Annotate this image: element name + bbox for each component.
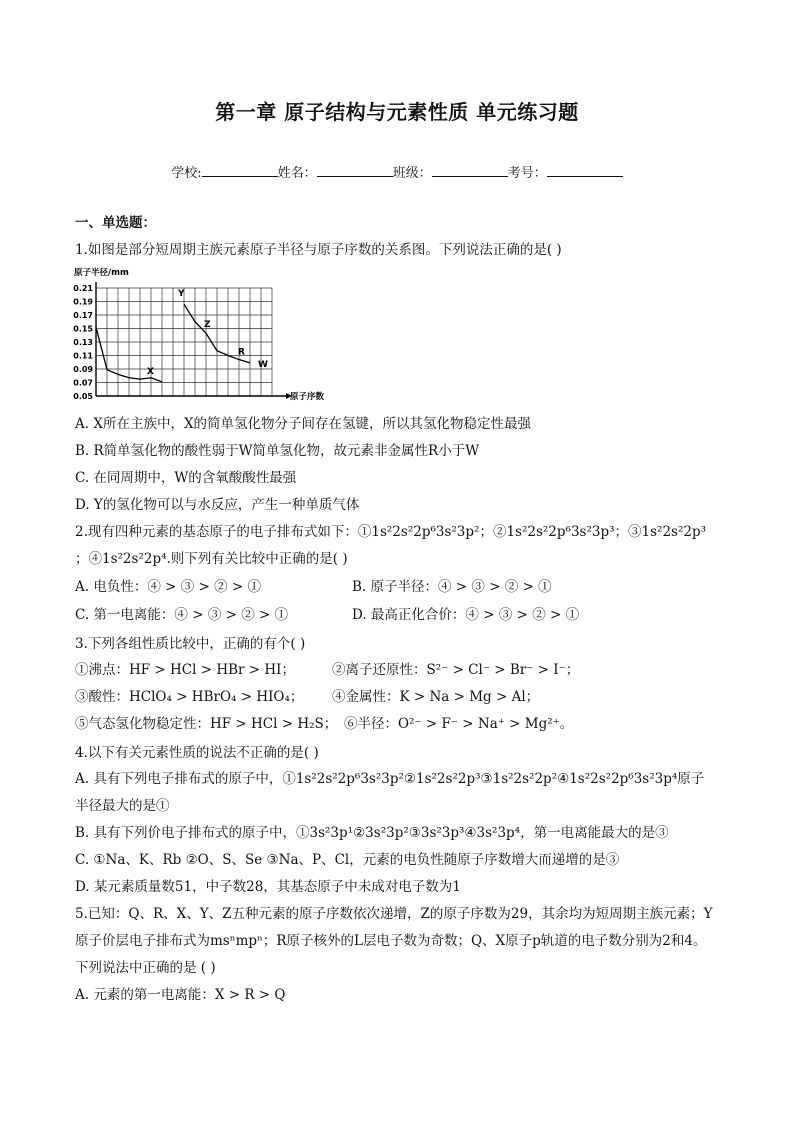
q1-option-d: D. Y的氢化物可以与水反应，产生一种单质气体: [75, 497, 360, 513]
q3-item-1: ①沸点：HF > HCl > HBr > HI；: [75, 662, 295, 678]
q4-stem: 4.以下有关元素性质的说法不正确的是( ): [75, 745, 319, 761]
y-tick-label: 0.21: [73, 284, 93, 293]
y-tick-label: 0.13: [73, 338, 93, 347]
y-tick-label: 0.19: [73, 297, 93, 307]
q3-item-5: ⑤气态氢化物稳定性：HF > HCl > H₂S；: [75, 716, 338, 732]
point-label-x: X: [147, 366, 154, 377]
class-label: 班级：: [392, 166, 432, 181]
q3-stem: 3.下列各组性质比较中，正确的有个( ): [75, 636, 306, 652]
q5-option-a: A. 元素的第一电离能：X > R > Q: [75, 987, 286, 1003]
number-blank[interactable]: [547, 164, 623, 177]
point-label-r: R: [238, 347, 245, 358]
q3-item-4: ④金属性：K > Na > Mg > Al；: [332, 689, 540, 705]
q2-option-b: B. 原子半径：④ > ③ > ② > ①: [352, 579, 552, 595]
point-label-w: W: [258, 359, 268, 370]
point-label-y: Y: [178, 289, 185, 300]
student-info-row: [0, 162, 794, 181]
school-blank[interactable]: [202, 164, 278, 177]
q5-stem-line2: 原子价层电子排布式为msⁿmpⁿ；R原子核外的L层电子数为奇数；Q、X原子p轨道的电子数分别为2和4。: [75, 933, 707, 949]
y-tick-label: 0.11: [73, 351, 93, 361]
q2-stem-line1: 2.现有四种元素的基态原子的电子排布式如下：①1s²2s²2p⁶3s²3p²；②1s²2s²2p⁶3s²3p³；③1s²2s²2p³: [75, 524, 707, 540]
school-label: 学校:: [171, 166, 202, 181]
q4-option-d: D. 某元素质量数51，中子数28，其基态原子中未成对电子数为1: [75, 879, 461, 895]
y-tick-label: 0.15: [73, 324, 93, 334]
q3-item-6: ⑥半径：O²⁻ > F⁻ > Na⁺ > Mg²⁺。: [344, 716, 574, 732]
q4-option-c: C. ①Na、K、Rb ②O、S、Se ③Na、P、Cl，元素的电负性随原子序数增大而递增的是③: [75, 852, 620, 868]
q5-stem-line3: 下列说法中正确的是 ( ): [75, 960, 216, 976]
name-blank[interactable]: [317, 164, 393, 177]
q2-option-d: D. 最高正化合价：④ > ③ > ② > ①: [352, 607, 580, 623]
q3-item-3: ③酸性：HClO₄ > HBrO₄ > HIO₄；: [75, 689, 304, 705]
q3-item-2: ②离子还原性：S²⁻ > Cl⁻ > Br⁻ > I⁻；: [332, 662, 580, 678]
name-label: 姓名：: [277, 166, 317, 181]
x-axis-label: 原子序数: [290, 392, 325, 402]
class-blank[interactable]: [432, 164, 508, 177]
q1-stem: 1.如图是部分短周期主族元素原子半径与原子序数的关系图。下列说法正确的是( ): [75, 242, 562, 258]
q2-option-a: A. 电负性：④ > ③ > ② > ①: [75, 579, 262, 595]
q4-option-a-line1: A. 具有下列电子排布式的原子中，①1s²2s²2p⁶3s²3p²②1s²2s²2p³③1s²2s²2p²④1s²2s²2p⁶3s²3p⁴原子: [75, 771, 705, 787]
y-axis-label: 原子半径/mm: [74, 268, 129, 278]
y-tick-label: 0.05: [73, 392, 93, 401]
y-tick-label: 0.07: [73, 378, 93, 388]
q1-option-c: C. 在同周期中，W的含氧酸酸性最强: [75, 470, 297, 486]
point-label-z: Z: [204, 320, 211, 331]
page-title: 第一章 原子结构与元素性质 单元练习题: [215, 100, 579, 124]
q2-stem-line2: ；④1s²2s²2p⁴.则下列有关比较中正确的是( ): [75, 551, 348, 567]
q4-option-a-line2: 半径最大的是①: [75, 798, 170, 814]
y-tick-label: 0.09: [73, 365, 93, 374]
q4-option-b: B. 具有下列价电子排布式的原子中，①3s²3p¹②3s²3p²③3s²3p³④3s²3p⁴，第一电离能最大的是③: [75, 825, 669, 841]
q5-stem-line1: 5.已知：Q、R、X、Y、Z五种元素的原子序数依次递增，Z的原子序数为29，其余均为短周期主族元素；Y: [75, 906, 713, 922]
q1-option-a: A. X所在主族中，X的简单氢化物分子间存在氢键，所以其氢化物稳定性最强: [75, 416, 532, 432]
q2-option-c: C. 第一电离能：④ > ③ > ② > ①: [75, 607, 289, 623]
number-label: 考号：: [507, 166, 547, 181]
q1-option-b: B. R简单氢化物的酸性弱于W简单氢化物，故元素非金属性R小于W: [75, 443, 480, 459]
radius-chart: [72, 266, 342, 406]
section-heading: 一、单选题：: [75, 215, 156, 231]
y-tick-label: 0.17: [73, 311, 93, 320]
